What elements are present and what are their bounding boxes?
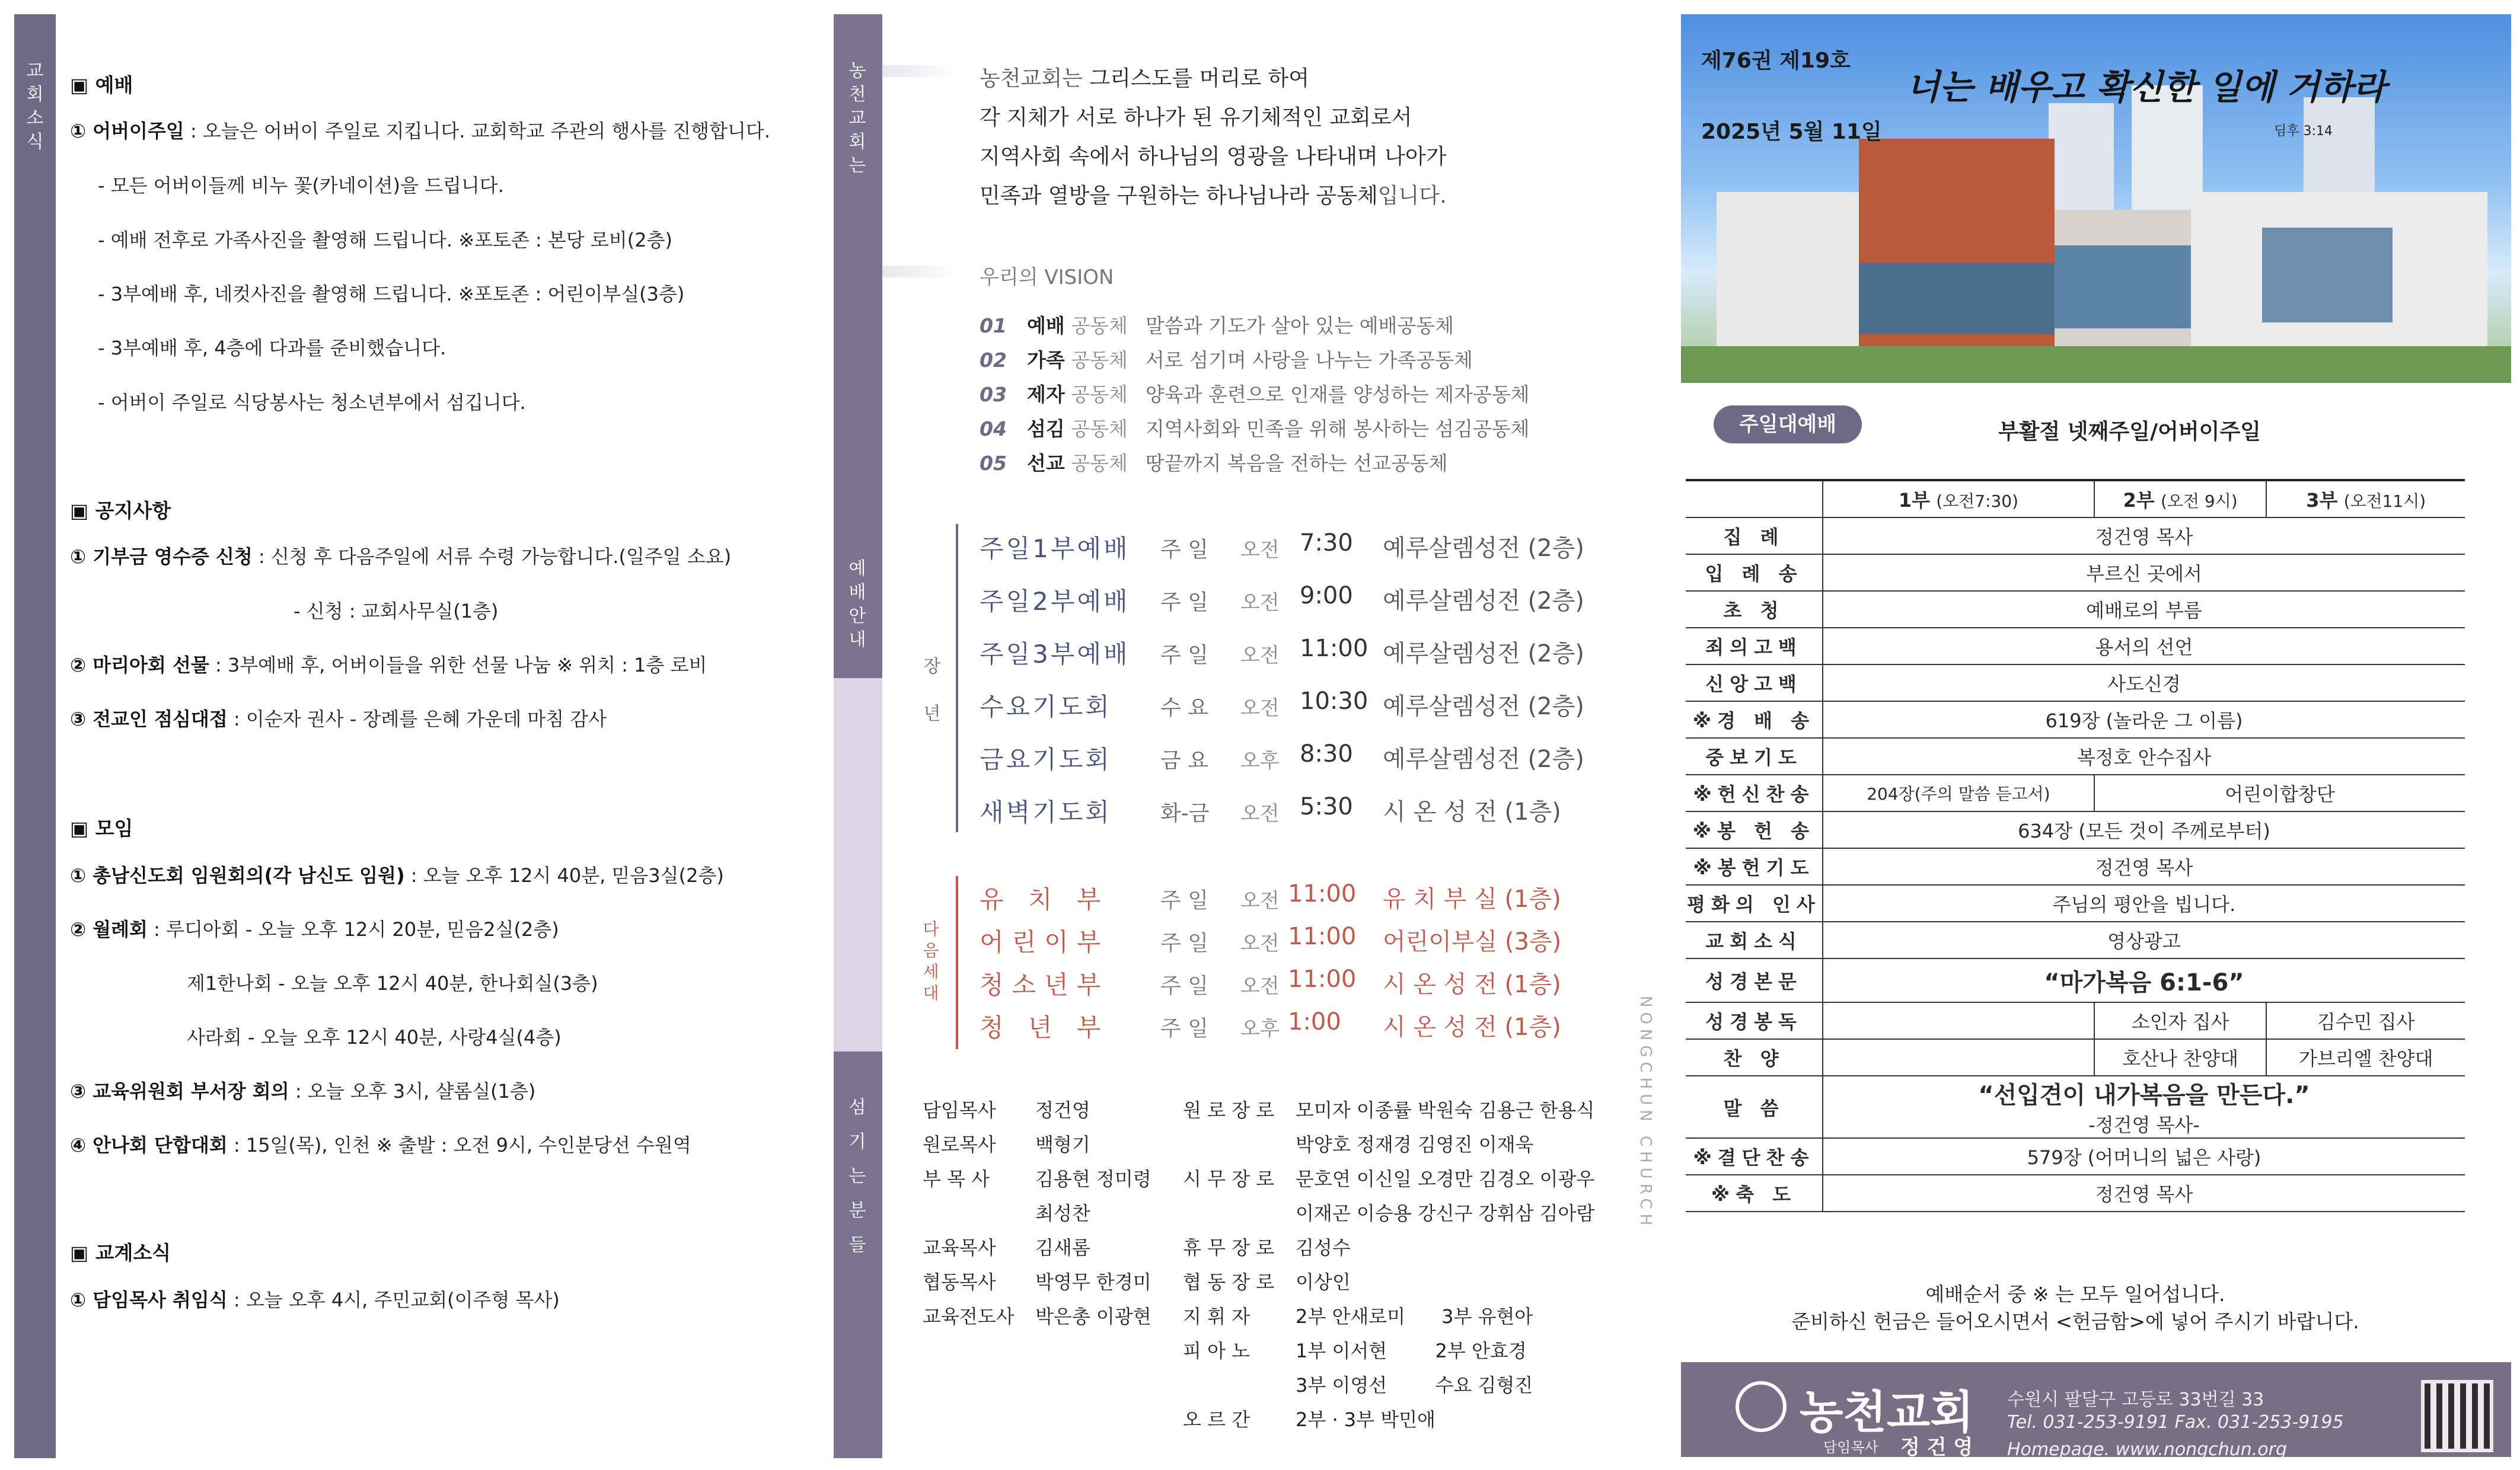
order-row xyxy=(1686,1002,2465,1039)
worship-place: 예루살렘성전 (2층) xyxy=(1383,746,1584,773)
order-label: 교회소식 xyxy=(1686,922,1823,958)
vision-desc: 땅끝까지 복음을 전하는 선교공동체 xyxy=(1145,452,1448,475)
server-names: 3부 이영선 수요 김형진 xyxy=(1296,1374,1533,1396)
next-gen-day: 주 일 xyxy=(1160,889,1208,913)
notice-heading: ▣ 공지사항 xyxy=(70,499,171,522)
sermon-title: “선입견이 내가복음을 만든다.” xyxy=(1978,1082,2310,1109)
meeting-heading: ▣ 모임 xyxy=(70,817,133,840)
worship-info-label-text: 예배안내 xyxy=(848,558,866,650)
server-role: 휴 무 장 로 xyxy=(1183,1236,1275,1259)
meeting-item-1 xyxy=(70,861,724,888)
next-gen-name: 청소년부 xyxy=(980,970,1109,999)
worship-time: 9:00 xyxy=(1300,582,1353,609)
meeting-item-4 xyxy=(70,1130,691,1158)
exchange-item-1 xyxy=(70,1285,560,1312)
adult-divider xyxy=(956,524,958,832)
server-role: 원로목사 xyxy=(923,1133,996,1156)
intro-side-bar-fade xyxy=(882,65,959,77)
order-label: 죄의고백 xyxy=(1686,628,1823,664)
worship-ampm: 오전 xyxy=(1240,644,1280,667)
order-label: ※봉헌기도 xyxy=(1686,848,1823,885)
vision-word: 섬김 xyxy=(1027,417,1065,440)
worship-time: 8:30 xyxy=(1300,740,1353,768)
intro-line-1 xyxy=(980,62,1309,92)
worship-sub-1: - 모든 어버이들께 비누 꽃(카네이션)을 드립니다. xyxy=(98,174,504,197)
worship-ampm: 오전 xyxy=(1240,591,1280,615)
worship-day: 주 일 xyxy=(1160,643,1208,667)
vision-desc: 말씀과 기도가 살아 있는 예배공동체 xyxy=(1145,314,1454,337)
church-tel: Tel. 031-253-9191 Fax. 031-253-9195 xyxy=(2007,1412,2344,1433)
order-value: 용서의 선언 xyxy=(1823,628,2465,664)
vision-gong: 공동체 xyxy=(1071,452,1128,475)
issue-date: 2025년 5월 11일 xyxy=(1701,120,1882,144)
order-value: “마가복음 6:1-6” xyxy=(1823,958,2465,1002)
order-label: ※경 배 송 xyxy=(1686,701,1823,738)
meeting-item-2-title: ② 월례회 xyxy=(70,918,148,941)
server-names: 문호연 이신일 오경만 김경오 이광우 xyxy=(1296,1168,1595,1190)
order-value: 정건영 목사 xyxy=(1823,848,2465,885)
order-value xyxy=(1823,1076,2465,1138)
church-homepage: Homepage. www.nongchun.org xyxy=(2007,1439,2288,1460)
next-gen-label xyxy=(919,919,943,1004)
order-value: 634장 (모든 것이 주께로부터) xyxy=(1823,811,2465,848)
vision-num: 02 xyxy=(980,349,1007,372)
intro-side-label-text: 농천교회는 xyxy=(848,60,866,176)
church-footer xyxy=(1681,1362,2511,1460)
vision-row-3 xyxy=(980,379,1530,407)
next-gen-place: 어린이부실 (3층) xyxy=(1383,928,1562,956)
order-value: 정건영 목사 xyxy=(1823,517,2465,554)
adult-label-text: 장년 xyxy=(923,656,941,724)
server-names: 백형기 xyxy=(1035,1133,1090,1156)
server-row xyxy=(923,1302,1151,1329)
next-gen-time: 11:00 xyxy=(1288,880,1357,907)
part-2-time: (오전 9시) xyxy=(2160,491,2238,511)
vision-gong: 공동체 xyxy=(1071,383,1128,406)
notice-item-1-sub: - 신청 : 교회사무실(1층) xyxy=(294,600,499,622)
server-row xyxy=(1183,1130,1533,1157)
side-label-text: 교회소식 xyxy=(26,60,44,152)
vision-title-fade xyxy=(882,266,959,277)
next-gen-name: 청 년 부 xyxy=(980,1013,1109,1042)
worship-info-label xyxy=(846,557,869,652)
vision-word: 제자 xyxy=(1027,383,1065,406)
vision-num: 03 xyxy=(980,383,1007,406)
intro-side-label xyxy=(846,59,869,178)
order-row xyxy=(1686,664,2465,701)
note-offering: 준비하신 헌금은 들어오시면서 <헌금함>에 넣어 주시기 바랍니다. xyxy=(1791,1310,2359,1333)
server-names: 박은총 이광현 xyxy=(1035,1305,1151,1328)
order-label: 말 씀 xyxy=(1686,1076,1823,1138)
notice-item-2-text: : 3부예배 후, 어버이들을 위한 선물 나눔 ※ 위치 : 1층 로비 xyxy=(209,654,707,676)
left-side-label xyxy=(23,59,47,154)
order-row xyxy=(1686,1138,2465,1175)
order-value: 예배로의 부름 xyxy=(1823,591,2465,628)
server-role: 협동목사 xyxy=(923,1271,996,1293)
meeting-item-2-sub-1: 제1한나회 - 오늘 오후 12시 40분, 한나회실(3층) xyxy=(187,972,598,995)
exchange-heading: ▣ 교계소식 xyxy=(70,1241,171,1264)
vision-row-2 xyxy=(980,345,1473,373)
worship-time: 5:30 xyxy=(1300,793,1353,820)
server-row xyxy=(1183,1095,1594,1123)
worship-ampm: 오전 xyxy=(1240,538,1280,562)
intro-line-3-b: 지역사회 속에서 하나님의 영광을 나타내며 나아가 xyxy=(980,145,1447,169)
server-row xyxy=(1183,1199,1594,1226)
motto-text: 너는 배우고 확신한 일에 거하라 xyxy=(1906,67,2387,107)
order-label: 성경봉독 xyxy=(1686,1002,1823,1039)
server-role: 피 아 노 xyxy=(1183,1340,1251,1362)
order-value: 619장 (놀라운 그 이름) xyxy=(1823,701,2465,738)
servers-label xyxy=(846,1091,869,1263)
worship-sub-3: - 3부예배 후, 네컷사진을 촬영해 드립니다. ※포토존 : 어린이부실(3층) xyxy=(98,283,685,305)
notice-item-3 xyxy=(70,704,607,731)
order-row xyxy=(1686,922,2465,958)
next-gen-place: 시 온 성 전 (1층) xyxy=(1383,971,1561,998)
server-role: 담임목사 xyxy=(923,1099,996,1121)
next-gen-ampm: 오전 xyxy=(1240,932,1280,956)
meeting-item-2-text: : 루디아회 - 오늘 오후 12시 20분, 믿음2실(2층) xyxy=(147,918,559,941)
notice-item-1-text: : 신청 후 다음주일에 서류 수령 가능합니다.(일주일 소요) xyxy=(252,545,732,568)
next-gen-divider xyxy=(956,876,958,1049)
vision-gong: 공동체 xyxy=(1071,314,1128,337)
meeting-item-2-sub-2: 사라회 - 오늘 오후 12시 40분, 사랑4실(4층) xyxy=(187,1026,562,1049)
worship-place: 예루살렘성전 (2층) xyxy=(1383,640,1584,667)
order-value: 영상광고 xyxy=(1823,922,2465,958)
order-value-a: 소인자 집사 xyxy=(2094,1002,2267,1039)
order-value: 부르신 곳에서 xyxy=(1823,554,2465,591)
notice-item-2-title: ② 마리아회 선물 xyxy=(70,654,209,676)
meeting-item-3-title: ③ 교육위원회 부서장 회의 xyxy=(70,1080,289,1102)
part-1-time: (오전7:30) xyxy=(1936,491,2019,511)
intro-line-4-c: 입니다. xyxy=(1377,184,1447,208)
server-names: 모미자 이종률 박원숙 김용근 한용식 xyxy=(1296,1099,1595,1121)
worship-ampm: 오후 xyxy=(1240,749,1280,773)
notice-item-2 xyxy=(70,650,707,678)
intro-line-1-b: 그리스도를 머리로 하여 xyxy=(1089,66,1309,91)
order-row xyxy=(1686,738,2465,775)
worship-name: 주일2부예배 xyxy=(980,587,1130,616)
server-role: 오 르 간 xyxy=(1183,1408,1251,1431)
vision-desc: 양육과 훈련으로 인재를 양성하는 제자공동체 xyxy=(1145,383,1530,406)
order-value: 복정호 안수집사 xyxy=(1823,738,2465,775)
church-name: 농천교회 xyxy=(1800,1386,1974,1439)
worship-time: 7:30 xyxy=(1300,529,1353,557)
servers-label-text: 섬기는분들 xyxy=(848,1097,866,1255)
worship-item-1-text: : 오늘은 어버이 주일로 지킵니다. 교회학교 주관의 행사를 진행합니다. xyxy=(184,120,771,142)
order-label: 집 례 xyxy=(1686,517,1823,554)
server-role: 교육전도사 xyxy=(923,1305,1015,1328)
qr-code-icon xyxy=(2421,1380,2493,1452)
order-row xyxy=(1686,885,2465,922)
order-row xyxy=(1686,958,2465,1002)
intro-line-1-a: 농천교회는 xyxy=(980,66,1090,91)
meeting-item-1-text: : 오늘 오후 12시 40분, 믿음3실(2층) xyxy=(404,864,724,887)
next-gen-label-text: 다음세대 xyxy=(923,919,939,1003)
order-label: 평화의 인사 xyxy=(1686,885,1823,922)
next-gen-time: 11:00 xyxy=(1288,966,1357,993)
parts-header-row xyxy=(1686,481,2465,517)
order-row xyxy=(1686,591,2465,628)
order-row xyxy=(1686,628,2465,664)
order-label: 찬 양 xyxy=(1686,1039,1823,1076)
order-value: 사도신경 xyxy=(1823,664,2465,701)
server-names: 김용현 정미령 xyxy=(1035,1168,1151,1190)
worship-name: 금요기도회 xyxy=(980,745,1112,774)
server-names: 최성찬 xyxy=(1035,1202,1090,1225)
exchange-item-1-text: : 오늘 오후 4시, 주민교회(이주형 목사) xyxy=(227,1289,560,1311)
worship-item-1 xyxy=(70,116,770,143)
next-gen-day: 주 일 xyxy=(1160,974,1208,998)
order-label: 중보기도 xyxy=(1686,738,1823,775)
church-address: 수원시 팔달구 고등로 33번길 33 xyxy=(2007,1389,2264,1410)
order-label: 신앙고백 xyxy=(1686,664,1823,701)
order-value: 579장 (어머니의 넓은 사랑) xyxy=(1823,1138,2465,1175)
next-gen-place: 시 온 성 전 (1층) xyxy=(1383,1014,1561,1041)
order-value-a: 호산나 찬양대 xyxy=(2094,1039,2267,1076)
part-3-label: 3부 xyxy=(2306,489,2338,512)
notice-item-1-title: ① 기부금 영수증 신청 xyxy=(70,545,253,568)
server-names: 2부 · 3부 박민애 xyxy=(1296,1408,1436,1431)
vision-num: 01 xyxy=(980,314,1007,337)
server-row xyxy=(1183,1267,1351,1295)
order-label: ※헌신찬송 xyxy=(1686,775,1823,811)
order-row xyxy=(1686,848,2465,885)
order-label: 초 청 xyxy=(1686,591,1823,628)
next-gen-place: 유 치 부 실 (1층) xyxy=(1383,886,1561,913)
order-row xyxy=(1686,1039,2465,1076)
next-gen-day: 주 일 xyxy=(1160,931,1208,956)
server-role: 부 목 사 xyxy=(923,1168,990,1190)
meeting-item-3 xyxy=(70,1076,535,1104)
note-standing: 예배순서 중 ※ 는 모두 일어섭니다. xyxy=(1925,1283,2225,1306)
intro-line-4 xyxy=(980,179,1447,209)
next-gen-ampm: 오전 xyxy=(1240,889,1280,913)
next-gen-day: 주 일 xyxy=(1160,1017,1208,1041)
left-side-bar xyxy=(14,14,56,1458)
part-1-header xyxy=(1823,481,2094,517)
worship-item-1-title: ① 어버이주일 xyxy=(70,120,184,142)
worship-name: 주일1부예배 xyxy=(980,534,1130,563)
server-names: 이재곤 이승용 강신구 강휘삼 김아람 xyxy=(1296,1202,1595,1225)
server-names: 이상인 xyxy=(1296,1271,1351,1293)
part-3-time: (오전11시) xyxy=(2343,491,2426,511)
next-gen-time: 1:00 xyxy=(1288,1008,1341,1036)
worship-place: 예루살렘성전 (2층) xyxy=(1383,535,1584,562)
worship-name: 주일3부예배 xyxy=(980,640,1130,669)
church-logo-icon xyxy=(1736,1381,1787,1432)
vision-row-4 xyxy=(980,414,1530,442)
vision-desc: 지역사회와 민족을 위해 봉사하는 섬김공동체 xyxy=(1145,417,1530,440)
worship-place: 시 온 성 전 (1층) xyxy=(1383,798,1561,826)
order-blank xyxy=(1823,1039,2094,1076)
server-row xyxy=(923,1267,1151,1295)
vision-title: 우리의 VISION xyxy=(980,266,1114,289)
intro-line-3 xyxy=(980,140,1447,170)
order-value: 정건영 목사 xyxy=(1823,1175,2465,1212)
order-label: 입 례 송 xyxy=(1686,554,1823,591)
vision-num: 04 xyxy=(980,417,1007,440)
order-label: 성경본문 xyxy=(1686,958,1823,1002)
server-row xyxy=(923,1233,1090,1260)
intro-line-4-b: 민족과 열방을 구원하는 하나님나라 공동체 xyxy=(980,184,1378,208)
notice-item-3-title: ③ 전교인 점심대접 xyxy=(70,708,228,730)
sermon-preacher: -정건영 목사- xyxy=(2088,1114,2200,1136)
next-gen-name: 어린이부 xyxy=(980,928,1109,957)
worship-ampm: 오전 xyxy=(1240,802,1280,826)
order-label: ※축 도 xyxy=(1686,1175,1823,1212)
worship-day: 화-금 xyxy=(1160,801,1210,826)
vision-gong: 공동체 xyxy=(1071,349,1128,372)
worship-sub-5: - 어버이 주일로 식당봉사는 청소년부에서 섬깁니다. xyxy=(98,391,526,414)
worship-sub-4: - 3부예배 후, 4층에 다과를 준비했습니다. xyxy=(98,337,446,359)
order-body xyxy=(1686,517,2465,1212)
order-value: 주님의 평안을 빕니다. xyxy=(1823,885,2465,922)
server-names: 박양호 정재경 김영진 이재욱 xyxy=(1296,1133,1534,1156)
server-role: 교육목사 xyxy=(923,1236,996,1259)
server-row xyxy=(1183,1164,1594,1191)
intro-line-2-b: 각 지체가 서로 하나가 된 유기체적인 교회로서 xyxy=(980,106,1412,130)
server-row xyxy=(923,1095,1090,1123)
server-names: 1부 이서현 2부 안효경 xyxy=(1296,1340,1527,1362)
part-3-header xyxy=(2266,481,2465,517)
server-row xyxy=(1183,1302,1533,1329)
worship-place: 예루살렘성전 (2층) xyxy=(1383,587,1584,615)
next-gen-ampm: 오후 xyxy=(1240,1017,1280,1041)
worship-time: 10:30 xyxy=(1300,688,1369,715)
server-role: 협 동 장 로 xyxy=(1183,1271,1275,1293)
worship-day: 수 요 xyxy=(1160,696,1208,720)
worship-place: 예루살렘성전 (2층) xyxy=(1383,693,1584,720)
order-label: ※봉 헌 송 xyxy=(1686,811,1823,848)
worship-ampm: 오전 xyxy=(1240,696,1280,720)
order-value-a: 204장(주의 말씀 듣고서) xyxy=(1823,775,2094,811)
motto-reference: 딤후 3:14 xyxy=(2274,124,2333,139)
meeting-item-3-text: : 오늘 오후 3시, 샬롬실(1층) xyxy=(289,1080,536,1102)
worship-name: 수요기도회 xyxy=(980,692,1112,721)
pastor-label: 담임목사 xyxy=(1823,1439,1878,1456)
notice-item-1 xyxy=(70,542,731,569)
order-label: ※결단찬송 xyxy=(1686,1138,1823,1175)
server-row xyxy=(1183,1336,1527,1363)
vertical-church-name: NONGCHUN CHURCH xyxy=(1637,996,1654,1231)
part-2-header xyxy=(2094,481,2267,517)
vision-desc: 서로 섬기며 사랑을 나누는 가족공동체 xyxy=(1145,349,1473,372)
meeting-item-2 xyxy=(70,915,559,942)
vision-gong: 공동체 xyxy=(1071,417,1128,440)
server-names: 김성수 xyxy=(1296,1236,1351,1259)
order-blank xyxy=(1823,1002,2094,1039)
meeting-item-4-title: ④ 안나회 단합대회 xyxy=(70,1134,228,1156)
next-gen-time: 11:00 xyxy=(1288,923,1357,950)
server-names: 2부 안새로미 3부 유현아 xyxy=(1296,1305,1533,1328)
next-gen-ampm: 오전 xyxy=(1240,974,1280,998)
server-names: 김새롬 xyxy=(1035,1236,1090,1259)
part-2-label: 2부 xyxy=(2123,489,2155,512)
meeting-item-4-text: : 15일(목), 인천 ※ 출발 : 오전 9시, 수인분당선 수원역 xyxy=(227,1134,691,1156)
service-badge: 주일대예배 xyxy=(1714,405,1862,443)
intro-line-2 xyxy=(980,101,1412,131)
worship-time: 11:00 xyxy=(1300,635,1369,662)
order-row xyxy=(1686,775,2465,811)
vision-num: 05 xyxy=(980,452,1007,475)
worship-day: 주 일 xyxy=(1160,590,1208,615)
order-value-b: 어린이합창단 xyxy=(2094,775,2465,811)
meeting-item-1-title: ① 총남신도회 임원회의(각 남신도 임원) xyxy=(70,864,405,887)
server-row xyxy=(1183,1405,1436,1432)
next-gen-name: 유 치 부 xyxy=(980,885,1109,914)
vision-word: 가족 xyxy=(1027,349,1065,372)
volume-text: 제76권 제19호 xyxy=(1701,49,1851,73)
service-title: 부활절 넷째주일/어버이주일 xyxy=(1998,420,2261,444)
server-row xyxy=(923,1199,1090,1226)
worship-day: 금 요 xyxy=(1160,749,1208,773)
vision-word: 예배 xyxy=(1027,314,1065,337)
worship-heading: ▣ 예배 xyxy=(70,74,133,97)
notice-item-3-text: : 이순자 권사 - 장례를 은혜 가운데 마침 감사 xyxy=(227,708,607,730)
worship-name: 새벽기도회 xyxy=(980,798,1112,827)
server-row xyxy=(923,1130,1090,1157)
worship-day: 주 일 xyxy=(1160,538,1208,562)
order-row xyxy=(1686,1076,2465,1138)
order-value-b: 김수민 집사 xyxy=(2266,1002,2465,1039)
adult-label xyxy=(920,643,944,738)
pastor-name: 정 건 영 xyxy=(1900,1436,1973,1459)
vision-word: 선교 xyxy=(1027,452,1065,475)
order-row xyxy=(1686,1175,2465,1212)
server-row xyxy=(1183,1233,1351,1260)
server-names: 정건영 xyxy=(1035,1099,1090,1121)
order-row xyxy=(1686,701,2465,738)
part-1-label: 1부 xyxy=(1898,489,1931,512)
order-row xyxy=(1686,811,2465,848)
order-row xyxy=(1686,554,2465,591)
worship-sub-2: - 예배 전후로 가족사진을 촬영해 드립니다. ※포토존 : 본당 로비(2층) xyxy=(98,229,672,251)
server-names: 박영무 한경미 xyxy=(1035,1271,1151,1293)
order-of-service-table xyxy=(1686,481,2465,1212)
order-value-b: 가브리엘 찬양대 xyxy=(2266,1039,2465,1076)
church-banner-photo xyxy=(1681,14,2511,383)
vision-row-5 xyxy=(980,448,1448,476)
order-row xyxy=(1686,517,2465,554)
server-row xyxy=(1183,1370,1533,1398)
server-row xyxy=(923,1164,1151,1191)
server-role: 원 로 장 로 xyxy=(1183,1099,1275,1121)
vision-row-1 xyxy=(980,311,1454,338)
parts-header-blank xyxy=(1686,481,1823,517)
server-role: 시 무 장 로 xyxy=(1183,1168,1275,1190)
exchange-item-1-title: ① 담임목사 취임식 xyxy=(70,1289,228,1311)
server-role: 지 휘 자 xyxy=(1183,1305,1251,1328)
